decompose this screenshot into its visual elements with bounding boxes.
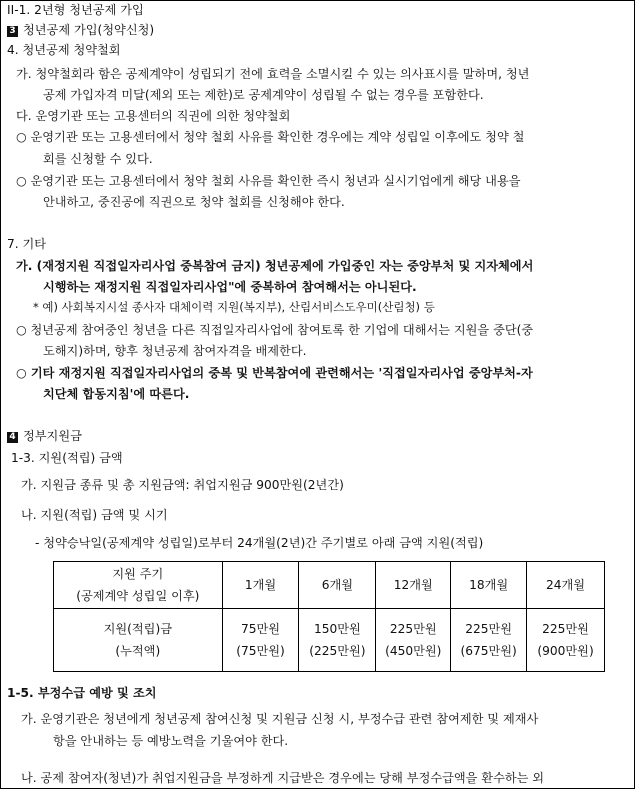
emphasis-line: 가. (재정지원 직접일자리사업 중복참여 금지) 청년공제에 가입중인 자는 중앙부처 및 지자체에서 <box>16 259 534 273</box>
item-heading: 1-3. 지원(적립) 금액 <box>11 451 123 465</box>
subsection-title: 정부지원금 <box>23 429 82 443</box>
cumulative-value: (900만원) <box>537 644 594 658</box>
table-header-cell: 12개월 <box>376 562 451 609</box>
cumulative-value: (225만원) <box>309 644 366 658</box>
paragraph-line: 항을 안내하는 등 예방노력을 기울여야 한다. <box>53 734 289 748</box>
row-label <box>54 609 223 672</box>
number-badge: 3 <box>7 26 18 37</box>
table-row <box>54 609 605 672</box>
table-cell <box>376 609 451 672</box>
emphasis-line: ○ 기타 재정지원 직접일자리사업의 중복 및 반복참여에 관련해서는 '직접일자리사업 중앙부처-자 <box>16 366 533 380</box>
table-header-label <box>54 562 223 609</box>
amount-value: 75만원 <box>241 622 281 636</box>
paragraph-line: 공제 가입자격 미달(제외 또는 제한)로 공제계약이 성립될 수 없는 경우를 포함한다. <box>43 88 484 102</box>
support-amount-table <box>53 561 605 672</box>
emphasis-line: 치단체 합동지침'에 따른다. <box>43 387 190 401</box>
table-header-cell: 6개월 <box>299 562 376 609</box>
bullet-line: 회를 신청할 수 있다. <box>43 152 153 166</box>
bullet-line: 안내하고, 중진공에 직권으로 청약 철회를 신청해야 한다. <box>43 195 345 209</box>
header-label-main: 지원 주기 <box>112 567 164 581</box>
paragraph-line: 가. 청약철회라 함은 공제계약이 성립되기 전에 효력을 소멸시킬 수 있는 의사표시를 말하며, 청년 <box>16 67 530 81</box>
subsection-heading <box>7 24 154 37</box>
cumulative-value: (75만원) <box>236 644 285 658</box>
table-header-row <box>54 562 605 609</box>
emphasis-line: 시행하는 재정지원 직접일자리사업"에 중복하여 참여해서는 아니된다. <box>43 280 417 294</box>
amount-value: 225만원 <box>465 622 513 636</box>
row-label-main: 지원(적립)금 <box>103 622 172 636</box>
subsection-title: 청년공제 가입(청약신청) <box>23 23 155 37</box>
table-header-cell: 1개월 <box>222 562 299 609</box>
amount-value: 225만원 <box>389 622 437 636</box>
table-header-cell: 18개월 <box>451 562 527 609</box>
number-badge: 4 <box>7 432 18 443</box>
row-label-sub: (누적액) <box>115 644 161 658</box>
bullet-line: ○ 운영기관 또는 고용센터에서 청약 철회 사유를 확인한 경우에는 계약 성립일 이후에도 청약 철 <box>16 130 525 144</box>
item-heading: 4. 청년공제 청약철회 <box>7 43 121 57</box>
paragraph-line: - 청약승낙일(공제계약 성립일)로부터 24개월(2년)간 주기별로 아래 금액 지원(적립) <box>35 536 484 550</box>
bullet-line: ○ 운영기관 또는 고용센터에서 청약 철회 사유를 확인한 즉시 청년과 실시기업에게 해당 내용을 <box>16 174 521 188</box>
cumulative-value: (450만원) <box>385 644 442 658</box>
paragraph-line: 나. 공제 참여자(청년)가 취업지원금을 부정하게 지급받은 경우에는 당해 부정수급액을 환수하는 외 <box>21 771 545 785</box>
bullet-line: 도해지)하며, 향후 청년공제 참여자격을 배제한다. <box>43 344 307 358</box>
footnote-line: * 예) 사회복지시설 종사자 대체이력 지원(복지부), 산림서비스도우미(산림청) 등 <box>33 300 435 314</box>
table-cell <box>299 609 376 672</box>
header-label-sub: (공제계약 성립일 이후) <box>76 589 200 603</box>
table-header-cell: 24개월 <box>527 562 605 609</box>
cumulative-value: (675만원) <box>460 644 517 658</box>
paragraph-line: 가. 운영기관은 청년에게 청년공제 참여신청 및 지원금 신청 시, 부정수급 관련 참여제한 및 제재사 <box>21 712 539 726</box>
amount-value: 150만원 <box>314 622 361 636</box>
paragraph-line: 가. 지원금 종류 및 총 지원금액: 취업지원금 900만원(2년간) <box>21 478 344 492</box>
paragraph-line: 다. 운영기관 또는 고용센터의 직권에 의한 청약철회 <box>16 109 291 123</box>
table-cell <box>451 609 527 672</box>
table-cell <box>527 609 605 672</box>
table-cell <box>222 609 299 672</box>
subsection-heading <box>7 430 82 443</box>
paragraph-line: 나. 지원(적립) 금액 및 시기 <box>21 508 168 522</box>
item-heading: 7. 기타 <box>7 237 47 251</box>
section-heading: II-1. 2년형 청년공제 가입 <box>7 3 144 17</box>
bullet-line: ○ 청년공제 참여중인 청년을 다른 직접일자리사업에 참여토록 한 기업에 대해서는 지원을 중단(중 <box>16 323 534 337</box>
item-heading: 1-5. 부정수급 예방 및 조치 <box>7 686 157 700</box>
amount-value: 225만원 <box>542 622 589 636</box>
